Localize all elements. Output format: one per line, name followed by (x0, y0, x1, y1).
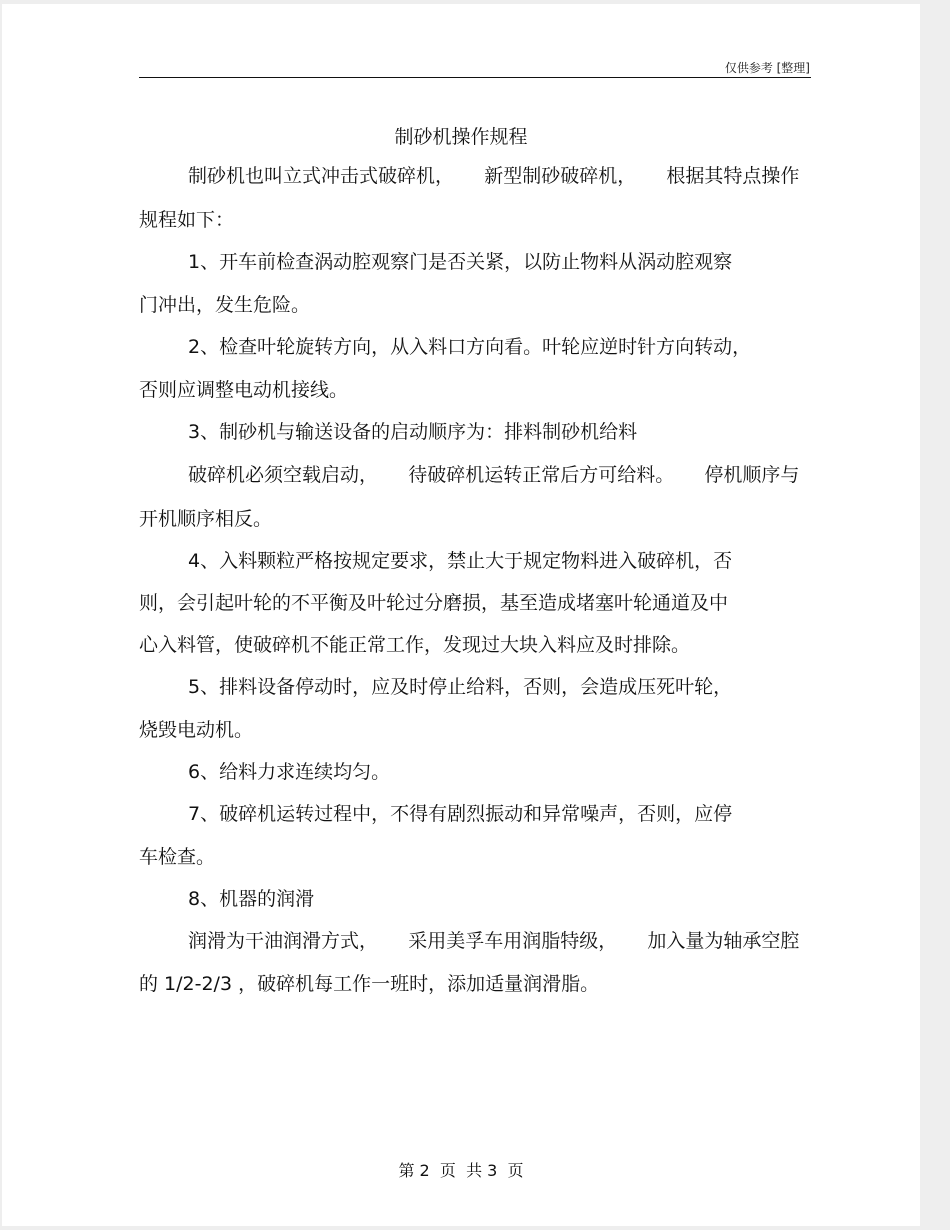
paragraph-line: 3、制砂机与输送设备的启动顺序为：排料制砂机给料 (188, 421, 638, 443)
paragraph-line: 门冲出，发生危险。 (139, 294, 311, 316)
header-divider (139, 77, 811, 78)
paragraph-line: 2、检查叶轮旋转方向，从入料口方向看。叶轮应逆时针方向转动， (188, 336, 752, 358)
document-title: 制砂机操作规程 (394, 126, 528, 148)
paragraph-line: 的 1/2-2/3 ，破碎机每工作一班时，添加适量润滑脂。 (139, 973, 600, 995)
paragraph-line: 心入料管，使破碎机不能正常工作，发现过大块入料应及时排除。 (139, 634, 691, 656)
paragraph-line: 破碎机必须空载启动， 待破碎机运转正常后方可给料。 停机顺序与 (188, 464, 800, 486)
paragraph-line: 则，会引起叶轮的不平衡及叶轮过分磨损，基至造成堵塞叶轮通道及中 (139, 592, 729, 614)
page-footer: 第 2 页 共 3 页 (398, 1161, 524, 1180)
paragraph-line: 6、给料力求连续均匀。 (188, 761, 391, 783)
header-label: 仅供参考 [整理] (724, 61, 810, 75)
paragraph-line: 否则应调整电动机接线。 (139, 379, 349, 401)
paragraph-line: 润滑为干油润滑方式， 采用美孚车用润脂特级， 加入量为轴承空腔 (188, 930, 800, 952)
document-page (2, 4, 920, 1226)
paragraph-line: 制砂机也叫立式冲击式破碎机， 新型制砂破碎机， 根据其特点操作 (188, 165, 800, 187)
paragraph-line: 规程如下： (139, 209, 235, 231)
paragraph-line: 开机顺序相反。 (139, 508, 273, 530)
paragraph-line: 5、排料设备停动时，应及时停止给料，否则，会造成压死叶轮， (188, 676, 733, 698)
paragraph-line: 1、开车前检查涡动腔观察门是否关紧，以防止物料从涡动腔观察 (188, 251, 733, 273)
paragraph-line: 8、机器的润滑 (188, 888, 315, 910)
paragraph-line: 烧毁电动机。 (139, 719, 254, 741)
paragraph-line: 车检查。 (139, 846, 216, 868)
paragraph-line: 7、破碎机运转过程中，不得有剧烈振动和异常噪声，否则，应停 (188, 803, 733, 825)
paragraph-line: 4、入料颗粒严格按规定要求，禁止大于规定物料进入破碎机，否 (188, 550, 733, 572)
